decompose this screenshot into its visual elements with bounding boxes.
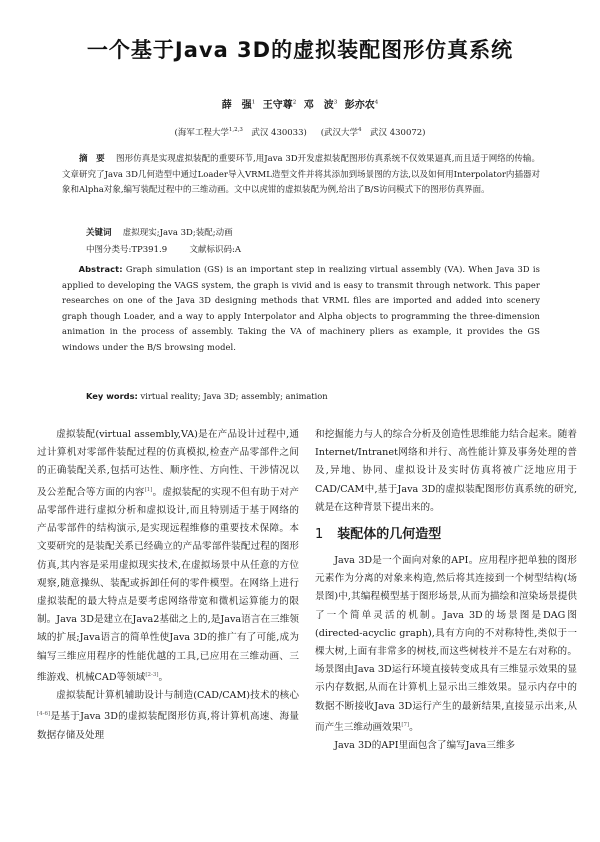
section-heading — [315, 526, 577, 544]
section-number: 1 — [315, 527, 324, 543]
abstract-cn — [62, 152, 540, 199]
citation: [4-6] — [37, 711, 51, 718]
author-name: 邓 波$^3$ — [303, 99, 338, 111]
abstract-en-label: Abstract: — [78, 264, 123, 274]
keywords-en-label: Key words: — [86, 391, 138, 401]
classification-line — [86, 243, 540, 259]
keywords-en-text: virtual reality; Java 3D; assembly; animation — [140, 391, 328, 401]
keywords-cn — [86, 226, 540, 242]
citation: [1] — [144, 486, 153, 493]
author-name: 薛 强$^1$ — [221, 99, 256, 111]
keywords-en — [86, 389, 540, 405]
body-paragraph: 虚拟装配(virtual assembly,VA)是在产品设计过程中,通过计算机对零部件装配过程的仿真模拟,检查产品零部件之间的正确装配关系,包括可达性、顺序性、方向性、干涉情况以及公差配合等方面的内容[1]。虚拟装配的实现不但有助于对产品零部件进行虚拟分析和虚拟设计,而且特别适于基于网络的产品零部件的结构演示,是实现远程维修的重要技术保障。本文要研究的是装配关系已经确立的产品零部件装配过程的图形仿真,其内容是采用虚拟现实技术,在虚拟场景中从任意的方位观察,随意操纵、装配或拆卸任何的零件模型。在网络上进行虚拟装配的最大特点是要考虑网络带宽和微机运算能力的限制。Java 3D是建立在Java2基础之上的,是Java语言在三维领域的扩展;Java语言的简单性使Java 3D的推广有了可能,成为编写三维应用程序的性能优越的工具,已应用在三维动画、三维游戏、机械CAD等领域[2-3]。 — [37, 429, 300, 684]
abstract-en-text: Graph simulation (GS) is an important step in realizing virtual assembly (VA). When Java 3D is applied to developing the VAGS system, the graph is vivid and is easy to transmit through network. This paper researches on one of the Java 3D designing methods that VRML files are imported and added into scenery graph though Loader, and a way to apply Interpolator and Alpha objects to programming the three-dimension animation in the process of assembly. Taking the VA of machinery pliers as example, it provides the GS windows under the B/S browsing model. — [62, 264, 540, 352]
citation: [2-3] — [145, 671, 159, 678]
abstract-cn-label: 摘 要 — [79, 154, 105, 164]
body-paragraph: Java 3D是一个面向对象的API。应用程序把单独的图形元素作为分离的对象来构造,然后将其连接到一个树型结构(场景图)中,其编程模型基于图形场景,从而为描绘和渲染场景提供了一个简单灵活的机制。Java 3D的场景图是DAG图(directed-acyclic graph),具有方向的不对称特性,类似于一棵大树,上面有非常多的树枝,而这些树枝并不是左右对称的。场景图由Java 3D运行环境直接转变成具有三维显示效果的显示内存数据,从而在计算机上显示出三维效果。显示内存中的数据不断接收Java 3D运行产生的最新结果,直接显示出来,从而产生三维动画效果[7]。 — [315, 555, 577, 734]
paper-title: 一个基于Java 3D的虚拟装配图形仿真系统 — [86, 38, 514, 62]
cls-value: TP391.9 — [131, 245, 168, 255]
body-right-column — [315, 426, 577, 755]
keywords-cn-label: 关键词 — [86, 228, 112, 238]
doc-value: A — [234, 245, 242, 255]
citation: [7] — [401, 721, 410, 728]
body-left-column — [37, 426, 299, 745]
abstract-cn-text: 图形仿真是实现虚拟装配的重要环节,用Java 3D开发虚拟装配图形仿真系统不仅效果逼真,而且适于网络的传输。文章研究了Java 3D几何造型中通过Loader导入VRML造型文件并将其添加到场景图的方法,以及如何用Interpolator内插器对象和Alpha对象,编写装配过程中的三维动画。文中以虎钳的虚拟装配为例,给出了B/S访问模式下的图形仿真界面。 — [62, 154, 540, 196]
abstract-en — [62, 262, 540, 356]
author-list — [0, 96, 600, 111]
affiliations: (海军工程大学$^{1,2,3}$ 武汉 430033) (武汉大学$^4$ 武汉 430072) — [174, 127, 426, 138]
body-paragraph: 虚拟装配计算机辅助设计与制造(CAD/CAM)技术的核心[4-6]是基于Java 3D的虚拟装配图形仿真,将计算机高速、海量数据存储及处理 — [37, 690, 299, 741]
keywords-cn-text: 虚拟现实;Java 3D;装配;动画 — [122, 228, 233, 238]
body-paragraph: 和挖掘能力与人的综合分析及创造性思维能力结合起来。随着Internet/Intranet网络和并行、高性能计算及事务处理的普及,异地、协同、虚拟设计及实时仿真将被广泛地应用于CAD/CAM中,基于Java 3D的虚拟装配图形仿真系统的研究,就是在这种背景下提出来的。 — [315, 429, 577, 513]
doc-label: 文献标识码: — [189, 245, 235, 255]
author-name: 王守尊$^2$ — [262, 99, 297, 111]
author-name: 彭亦农$^4$ — [344, 99, 379, 111]
section-title: 装配体的几何造型 — [337, 527, 442, 543]
body-paragraph: Java 3D的API里面包含了编写Java三维多 — [334, 740, 516, 752]
cls-label: 中图分类号: — [86, 245, 132, 255]
